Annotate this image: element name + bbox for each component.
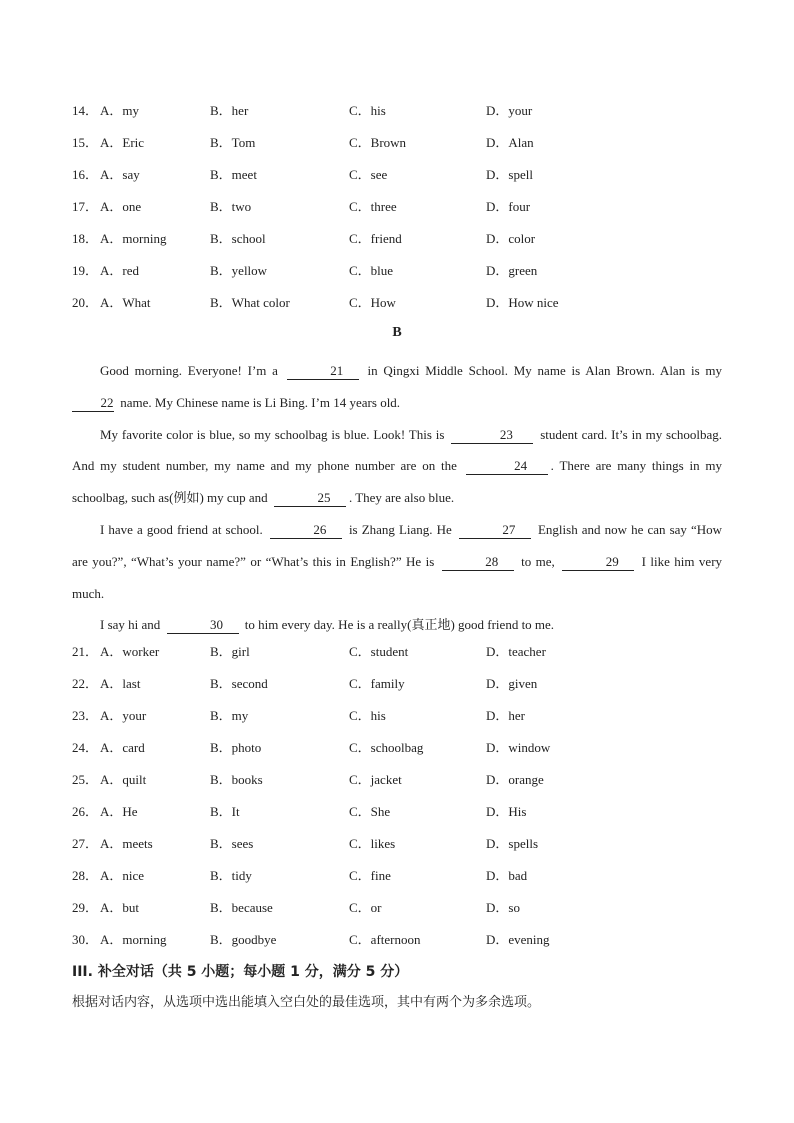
question-row	[72, 708, 732, 740]
blank-27: 27	[459, 522, 531, 539]
question-row	[72, 135, 732, 167]
question-number: 14．	[72, 103, 99, 118]
option-d: D．window	[486, 740, 551, 755]
option-c: C．How	[349, 295, 396, 310]
passage-paragraph-4	[72, 609, 722, 641]
passage-paragraph-1	[72, 355, 722, 419]
question-row	[72, 900, 732, 932]
option-a: A．one	[100, 199, 142, 214]
blank-26: 26	[270, 522, 342, 539]
option-c: C．student	[349, 644, 409, 659]
option-c: C．She	[349, 804, 391, 819]
passage-text: in Qingxi Middle School. My name is Alan Brown. Alan is my	[367, 363, 723, 378]
option-c: C．Brown	[349, 135, 407, 150]
question-list-bottom	[72, 644, 732, 964]
passage-text: I say hi and	[100, 617, 161, 633]
option-b: B．photo	[210, 740, 262, 755]
option-b: B．sees	[210, 836, 254, 851]
option-d: D．teacher	[486, 644, 546, 659]
option-b: B．second	[210, 676, 268, 691]
option-a: A．but	[100, 900, 140, 915]
option-c: C．three	[349, 199, 397, 214]
question-number: 16．	[72, 167, 99, 182]
question-list-top	[72, 103, 732, 327]
option-b: B．tidy	[210, 868, 252, 883]
option-c: C．his	[349, 708, 386, 723]
passage-paragraph-3	[72, 514, 722, 609]
passage-text: I have a good friend at school.	[100, 521, 263, 537]
blank-29: 29	[562, 554, 634, 571]
question-row	[72, 199, 732, 231]
question-row	[72, 231, 732, 263]
option-d: D．orange	[486, 772, 544, 787]
option-d: D．His	[486, 804, 527, 819]
question-row	[72, 836, 732, 868]
option-d: D．spell	[486, 167, 533, 182]
passage-text: student card. It’s in my schoolbag. And my student number, my name and my phone number are on the	[72, 426, 723, 474]
question-row	[72, 772, 732, 804]
option-c: C．friend	[349, 231, 402, 246]
question-number: 24．	[72, 740, 99, 755]
blank-23: 23	[451, 427, 533, 444]
option-d: D．bad	[486, 868, 528, 883]
option-d: D．green	[486, 263, 538, 278]
option-a: A．What	[100, 295, 151, 310]
option-c: C．likes	[349, 836, 396, 851]
option-c: C．schoolbag	[349, 740, 424, 755]
blank-21: 21	[287, 363, 359, 380]
option-d: D．Alan	[486, 135, 534, 150]
option-a: A．nice	[100, 868, 145, 883]
question-number: 17．	[72, 199, 99, 214]
option-d: D．given	[486, 676, 538, 691]
option-b: B．my	[210, 708, 249, 723]
passage-text: to him every day. He is a really(真正地) good friend to me.	[244, 617, 555, 633]
option-a: A．meets	[100, 836, 153, 851]
passage-text: is Zhang Liang. He	[348, 521, 452, 537]
question-row	[72, 740, 732, 772]
option-a: A．worker	[100, 644, 160, 659]
option-d: D．so	[486, 900, 520, 915]
question-row	[72, 644, 732, 676]
question-number: 20．	[72, 295, 99, 310]
option-c: C．see	[349, 167, 388, 182]
option-d: D．your	[486, 103, 533, 118]
blank-30: 30	[167, 617, 239, 634]
cloze-passage	[72, 355, 722, 641]
option-c: C．jacket	[349, 772, 402, 787]
question-number: 22．	[72, 676, 99, 691]
option-b: B．Tom	[210, 135, 256, 150]
option-d: D．four	[486, 199, 531, 214]
option-c: C．blue	[349, 263, 394, 278]
question-number: 15．	[72, 135, 99, 150]
blank-22: 22	[72, 395, 114, 412]
option-b: B．What color	[210, 295, 290, 310]
passage-text: I like him very much.	[72, 553, 723, 601]
option-d: D．color	[486, 231, 536, 246]
question-number: 23．	[72, 708, 99, 723]
blank-24: 24	[466, 458, 548, 475]
passage-text: English and now he can say “How are you?”, “What’s your name?” or “What’s this in English?” He is	[72, 521, 723, 569]
option-c: C．afternoon	[349, 932, 421, 947]
option-b: B．school	[210, 231, 266, 246]
section-iii-instruction: 根据对话内容，从选项中选出能填入空白处的最佳选项，其中有两个为多余选项。	[72, 995, 541, 1010]
question-number: 21．	[72, 644, 99, 659]
question-row	[72, 868, 732, 900]
option-b: B．goodbye	[210, 932, 277, 947]
option-d: D．evening	[486, 932, 550, 947]
option-b: B．meet	[210, 167, 257, 182]
option-a: A．say	[100, 167, 140, 182]
option-a: A．morning	[100, 932, 167, 947]
question-number: 25．	[72, 772, 99, 787]
option-a: A．morning	[100, 231, 167, 246]
passage-text: . They are also blue.	[348, 490, 455, 506]
option-a: A．quilt	[100, 772, 147, 787]
option-a: A．last	[100, 676, 141, 691]
option-b: B．because	[210, 900, 273, 915]
question-number: 29．	[72, 900, 99, 915]
option-c: C．or	[349, 900, 382, 915]
passage-text: My favorite color is blue, so my schoolbag is blue. Look! This is	[100, 426, 445, 442]
passage-paragraph-2	[72, 419, 722, 514]
option-b: B．two	[210, 199, 252, 214]
question-number: 27．	[72, 836, 99, 851]
question-row	[72, 295, 732, 327]
option-c: C．his	[349, 103, 386, 118]
option-a: A．my	[100, 103, 140, 118]
blank-25: 25	[274, 490, 346, 507]
option-d: D．spells	[486, 836, 539, 851]
option-a: A．your	[100, 708, 147, 723]
option-b: B．books	[210, 772, 263, 787]
question-row	[72, 804, 732, 836]
question-number: 18．	[72, 231, 99, 246]
option-d: D．How nice	[486, 295, 559, 310]
question-number: 19．	[72, 263, 99, 278]
question-number: 26．	[72, 804, 99, 819]
section-b-heading: B	[392, 325, 402, 340]
option-b: B．girl	[210, 644, 250, 659]
option-a: A．Eric	[100, 135, 145, 150]
blank-28: 28	[442, 554, 514, 571]
question-row	[72, 676, 732, 708]
option-b: B．yellow	[210, 263, 268, 278]
option-a: A．red	[100, 263, 139, 278]
option-c: C．family	[349, 676, 405, 691]
passage-text: to me,	[521, 553, 555, 569]
option-d: D．her	[486, 708, 525, 723]
question-row	[72, 932, 732, 964]
question-row	[72, 167, 732, 199]
option-b: B．It	[210, 804, 240, 819]
option-b: B．her	[210, 103, 249, 118]
question-row	[72, 103, 732, 135]
question-row	[72, 263, 732, 295]
passage-text: name. My Chinese name is Li Bing. I’m 14 years old.	[120, 394, 401, 410]
question-number: 30．	[72, 932, 99, 947]
option-c: C．fine	[349, 868, 391, 883]
question-number: 28．	[72, 868, 99, 883]
passage-text: Good morning. Everyone! I’m a	[100, 363, 278, 378]
section-iii-heading: III. 补全对话（共 5 小题；每小题 1 分，满分 5 分）	[72, 964, 409, 980]
option-a: A．He	[100, 804, 138, 819]
option-a: A．card	[100, 740, 145, 755]
passage-text: . There are many things in my schoolbag, such as(例如) my cup and	[72, 458, 723, 506]
